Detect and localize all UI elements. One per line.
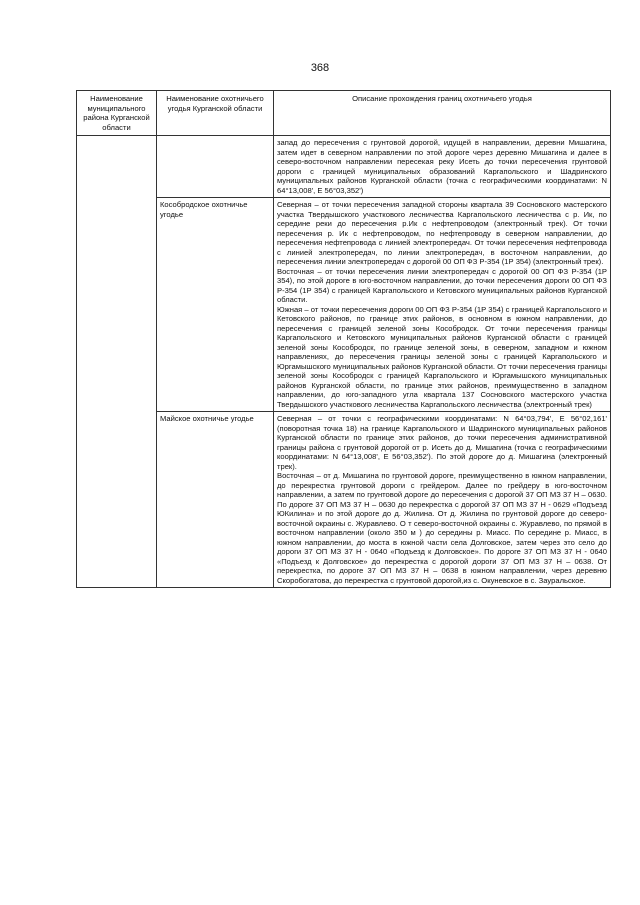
table-row — [77, 412, 611, 588]
area-cell: Кособродское охотничье угодье — [157, 198, 274, 412]
table-header-row — [77, 91, 611, 136]
header-description: Описание прохождения границ охотничьего угодья — [274, 91, 611, 136]
description-paragraph: Северная – от точки с географическими координатами: N 64°03,794', E 56°02,161' (поворотная точка 18) на границе Каргапольского и Шадринского муниципальных районов Курганской области по границе этих районов, до точки пересечения административной границы района с грунтовой дорогой от р. Исеть до д. Мишагина (точка с географическими координатами: N 64°13,008', E 56°03,352'). По этой дороге до д. Мишагина (электронный трек). — [277, 414, 607, 471]
description-paragraph: Восточная – от д. Мишагина по грунтовой дороге, преимущественно в южном направлении, до перекрестка грунтовой дороги с грейдером. Далее по грейдеру в юго-восточном направлении, а затем по грунтовой дороге до пересечения с дорогой 37 ОП МЗ 37 Н – 0630. По дороге 37 ОП МЗ 37 Н – 0630 до перекрестка с дорогой 37 ОП МЗ 37 Н - 0629 «Подъезд ЮКилина» и по этой дороге до д. Жилина. От д. Жилина по грунтовой дороге до северо-восточной окраины с. Журавлево. О т северо-восточной окраины с. Журавлево, по прямой в восточном направлении (около 350 м ) до середины р. Миасс. По середине р. Миасс, в южном направлении, до моста в южной части села Долговское, затем через это село до дороги 37 ОП МЗ 37 Н - 0640 «Подъезд к Долговское». По дороге 37 ОП МЗ 37 Н - 0640 «Подъезд к Долговское» до перекрестка с дорогой дороги 37 ОП МЗ 37 Н – 0638. От перекрестка, по дороге 37 ОП МЗ 37 Н – 0638 в южном направлении, через деревню Скоробогатова, до перекрестка с грунтовой дорогой,из с. Окуневское в с. Зауральское. — [277, 471, 607, 585]
description-cell — [274, 136, 611, 198]
hunting-grounds-table — [76, 90, 611, 588]
table-row — [77, 198, 611, 412]
description-cell — [274, 198, 611, 412]
description-paragraph: Восточная – от точки пересечения линии электропередач с дорогой 00 ОП ФЗ Р-354 (1Р 354), по этой дороге в юго-восточном направлении, до точки пересечения дороги 00 ОП ФЗ Р-354 (1Р 354) с границей Каргапольского и Кетовского муниципальных районов Курганской области. — [277, 266, 607, 304]
description-paragraph: запад до пересечения с грунтовой дорогой, идущей в направлении, деревни Мишагина, затем идет в северном направлении по этой дороге через деревню Мишагина и далее в северо-восточном направлении пересекая реку Исеть до точки пересечения грунтовой дороги с границей муниципальных образований Каргапольского и Шадринского муниципальных районов Курганской области (точка с географическими координатами: N 64°13,008', E 56°03,352') — [277, 138, 607, 195]
header-district: Наименование муниципального района Курганской области — [77, 91, 157, 136]
area-cell: Майское охотничье угодье — [157, 412, 274, 588]
area-cell — [157, 136, 274, 198]
description-paragraph: Северная – от точки пересечения западной стороны квартала 39 Сосновского мастерского участка Твердышского участкового лесничества Каргапольского лесничества с р. Ик, по середине реки до пересечения р.Ик с нефтепроводом (электронный трек). От точки пересечения р. Ик с нефтепроводом, по нефтепроводу в северном направлении, до пересечения нефтепровода с линией электропередач. От точки пересечения нефтепровода с линией электропередач, по линии электропередач, в восточном направлении, до пересечения линии электропередач с дорогой 00 ОП ФЗ Р-354 (1Р 354) (электронный трек). — [277, 200, 607, 266]
header-area: Наименование охотничьего угодья Курганской области — [157, 91, 274, 136]
district-cell — [77, 136, 157, 588]
page-number: 368 — [310, 62, 330, 74]
description-cell — [274, 412, 611, 588]
table-row — [77, 136, 611, 198]
description-paragraph: Южная – от точки пересечения дороги 00 ОП ФЗ Р-354 (1Р 354) с границей Каргапольского и Кетовского районов, по границе этих районов, в основном в южном направлении, до пересечения с границей зеленой зоны Кособродск. От точки пересечения границы Каргапольского и Кетовского муниципальных районов Курганской области с границей зеленой зоны Кособродск, по границе зеленой зоны, в северном, западном и южном направлениях, до пересечения границы зеленой зоны с границей Каргапольского и Юргамышского муниципальных районов Курганской области. От точки пересечения границы зеленой зоны Кособродск с границей Каргапольского и Юргамышского муниципальных районов Курганской области, по границе этих районов, преимущественно в западном направлении, до юго-западного угла квартала 137 Сосновского мастерского участка Твердышского участкового лесничества Каргапольского лесничества (электронный трек) — [277, 304, 607, 409]
